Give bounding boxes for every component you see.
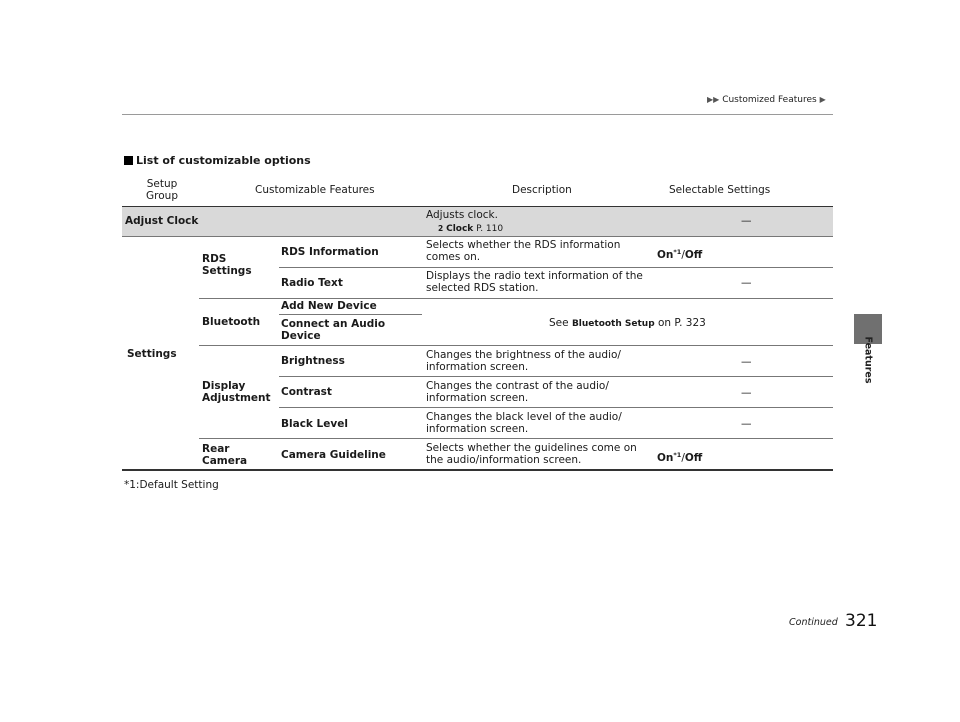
contrast-feature: Contrast [281, 386, 332, 398]
bluetooth-group-label: Bluetooth [202, 316, 261, 328]
continued-label: Continued [789, 617, 838, 628]
row-divider [122, 236, 833, 237]
adjust-clock-description: Adjusts clock. [426, 209, 498, 221]
settings-group-label: Settings [127, 348, 177, 360]
row-divider [279, 267, 833, 268]
reference-arrow-icon: 2 [438, 224, 444, 233]
black-level-feature: Black Level [281, 418, 348, 430]
connect-audio-device-feature: Connect an Audio Device [281, 318, 386, 342]
row-divider [199, 345, 833, 346]
contrast-description: Changes the contrast of the audio/ information screen. [426, 380, 609, 404]
radio-text-description: Displays the radio text information of the selected RDS station. [426, 270, 643, 294]
rear-camera-group-label: Rear Camera [202, 443, 248, 467]
row-divider [279, 376, 833, 377]
camera-guideline-setting: On$^{*1}$/Off [657, 451, 703, 464]
page-number: 321 [845, 611, 878, 631]
section-title: List of customizable options [124, 154, 311, 167]
row-divider [199, 438, 833, 439]
breadcrumb-arrow-icon: ▶ [819, 95, 826, 104]
row-divider [279, 407, 833, 408]
contrast-setting: — [741, 387, 752, 399]
radio-text-feature: Radio Text [281, 277, 343, 289]
display-adjustment-group-label: Display Adjustment [202, 380, 271, 404]
brightness-setting: — [741, 356, 752, 368]
rds-settings-group-label: RDS Settings [202, 253, 252, 277]
breadcrumb [707, 95, 826, 105]
square-bullet-icon [124, 156, 133, 165]
column-header-description: Description [512, 184, 572, 196]
brightness-feature: Brightness [281, 355, 345, 367]
clock-reference-link[interactable]: 2 Clock P. 110 [438, 224, 504, 234]
table-bottom-rule [122, 469, 833, 471]
rds-information-setting: On$^{*1}$/Off [657, 248, 703, 261]
breadcrumb-arrow-icon: ▶▶ [707, 95, 720, 104]
section-tab-label: Features [862, 336, 874, 384]
rds-information-feature: RDS Information [281, 246, 379, 258]
footnote: *1:Default Setting [124, 479, 219, 491]
breadcrumb-label[interactable]: Customized Features [722, 95, 817, 105]
column-header-settings: Selectable Settings [669, 184, 771, 196]
camera-guideline-feature: Camera Guideline [281, 449, 386, 461]
black-level-setting: — [741, 418, 752, 430]
bluetooth-setup-reference[interactable]: See Bluetooth Setup on P. 323 [549, 317, 706, 329]
column-header-setup-group: Setup Group [146, 178, 178, 202]
adjust-clock-setting: — [741, 215, 752, 227]
header-divider [122, 114, 833, 115]
adjust-clock-label: Adjust Clock [125, 215, 199, 227]
camera-guideline-description: Selects whether the guidelines come on the audio/information screen. [426, 442, 637, 466]
column-header-features: Customizable Features [255, 184, 375, 196]
row-divider [279, 314, 422, 315]
black-level-description: Changes the black level of the audio/ information screen. [426, 411, 622, 435]
radio-text-setting: — [741, 277, 752, 289]
rds-information-description: Selects whether the RDS information comes on. [426, 239, 621, 263]
row-divider [199, 298, 833, 299]
add-new-device-feature: Add New Device [281, 300, 377, 312]
brightness-description: Changes the brightness of the audio/ information screen. [426, 349, 621, 373]
